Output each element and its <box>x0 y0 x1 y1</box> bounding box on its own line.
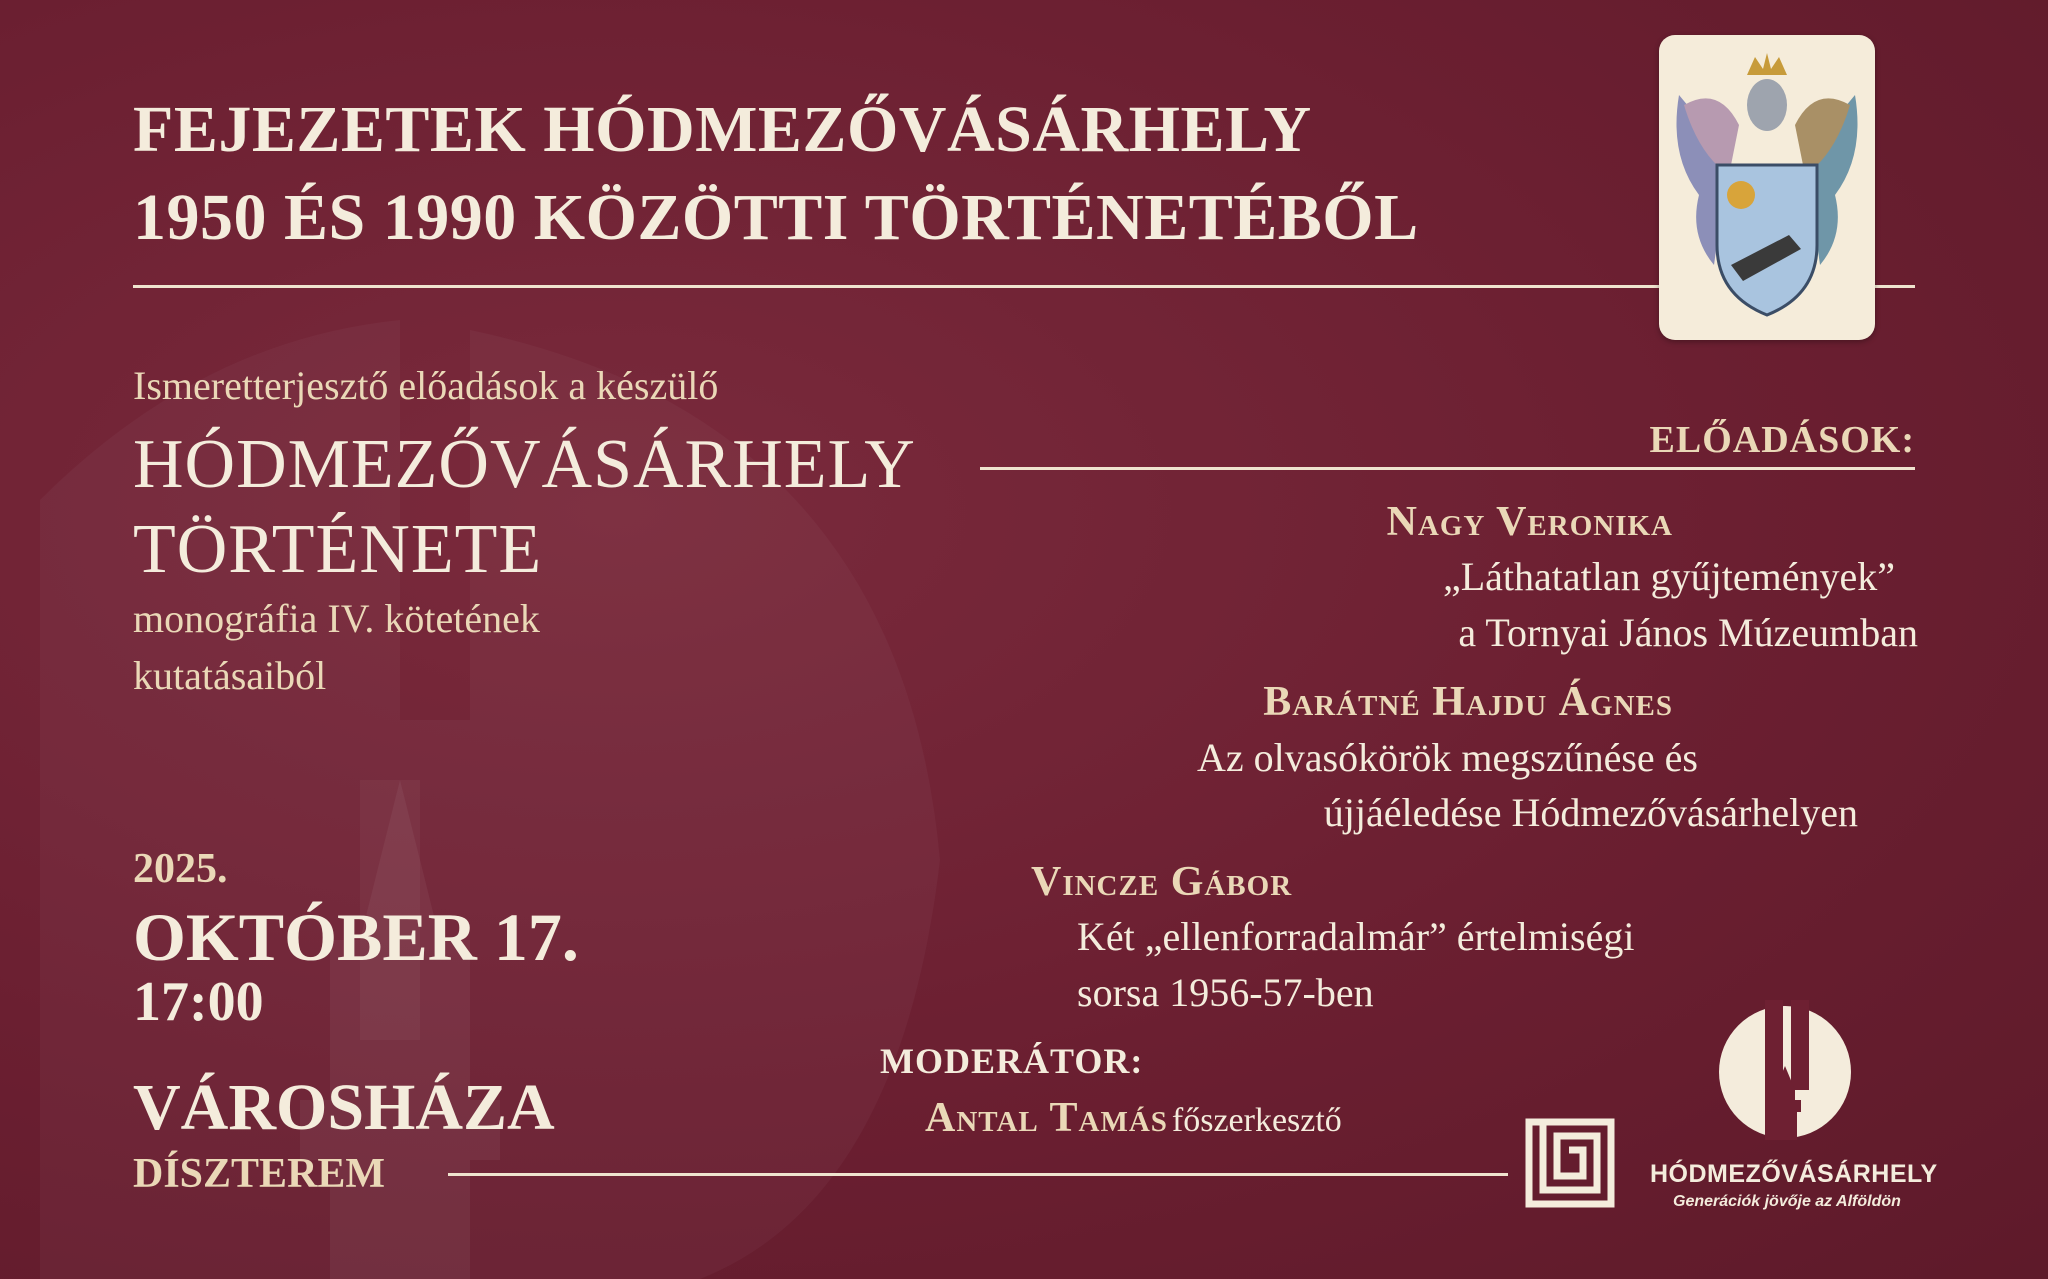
lectures-heading: ELŐADÁSOK: <box>1649 419 1915 461</box>
event-year: 2025. <box>133 846 228 892</box>
venue-divider <box>448 1173 1508 1176</box>
coat-of-arms-card <box>1659 35 1875 340</box>
speaker-3: Vincze Gábor <box>1031 859 1293 905</box>
book-title-line-2: TÖRTÉNETE <box>133 511 543 588</box>
talk-1-line-1: „Láthatatlan gyűjtemények” <box>1442 554 1895 599</box>
moderator-role: főszerkesztő <box>1171 1102 1342 1139</box>
talk-2-line-1: Az olvasókörök megszűnése és <box>1197 735 1698 780</box>
talk-3-line-1: Két „ellenforradalmár” értelmiségi <box>1077 914 1635 959</box>
talk-1-line-2: a Tornyai János Múzeumban <box>1458 610 1918 655</box>
event-time: 17:00 <box>133 971 264 1033</box>
moderator-label: MODERÁTOR: <box>880 1041 1144 1081</box>
speaker-2: Barátné Hajdu Ágnes <box>1263 679 1673 725</box>
intro-tail-line-2: kutatásaiból <box>133 653 327 698</box>
talk-2-line-2: újjáéledése Hódmezővásárhelyen <box>1323 790 1858 835</box>
intro-lead: Ismeretterjesztő előadások a készülő <box>133 363 719 408</box>
moderator-name: Antal Tamás <box>925 1095 1168 1141</box>
maze-logo-icon <box>1525 1118 1615 1208</box>
event-room: DÍSZTEREM <box>133 1151 386 1197</box>
book-title-line-1: HÓDMEZŐVÁSÁRHELY <box>133 426 916 503</box>
moderator-line <box>925 1094 1342 1142</box>
title-divider <box>133 285 1915 288</box>
talk-3-line-2: sorsa 1956-57-ben <box>1077 970 1374 1015</box>
speaker-1: Nagy Veronika <box>1386 499 1673 545</box>
intro-tail-line-1: monográfia IV. kötetének <box>133 596 540 641</box>
title-line-1: FEJEZETEK HÓDMEZŐVÁSÁRHELY <box>133 93 1312 166</box>
coat-of-arms-icon <box>1659 35 1875 340</box>
title-line-2: 1950 ÉS 1990 KÖZÖTTI TÖRTÉNETÉBŐL <box>133 181 1419 254</box>
city-logo-name: HÓDMEZŐVÁSÁRHELY <box>1650 1160 1938 1188</box>
city-logo-slogan: Generációk jövője az Alföldön <box>1673 1193 1901 1210</box>
event-venue: VÁROSHÁZA <box>133 1071 555 1144</box>
city-logo-icon <box>1713 1000 1858 1140</box>
lectures-divider <box>980 467 1915 470</box>
event-date: OKTÓBER 17. <box>133 899 579 975</box>
